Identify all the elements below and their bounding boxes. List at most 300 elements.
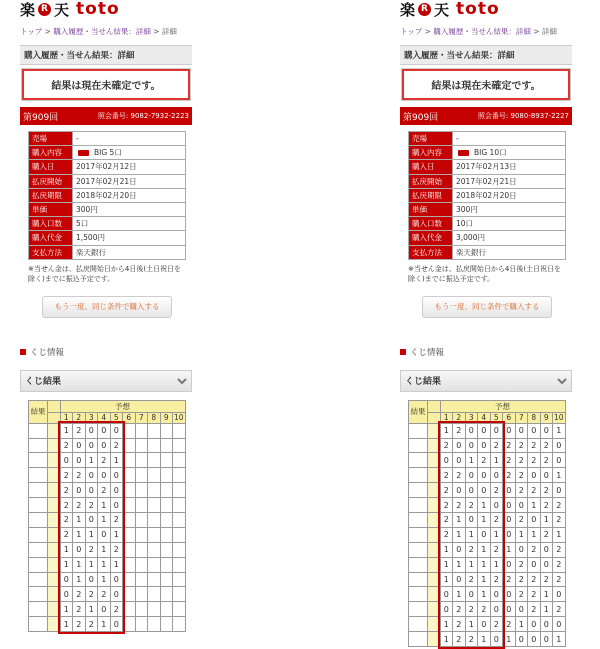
prediction-cell <box>173 572 186 587</box>
prediction-cell <box>123 453 136 468</box>
prediction-cell: 1 <box>515 527 528 542</box>
prediction-cell: 0 <box>478 468 491 483</box>
match-cell <box>428 498 441 513</box>
prediction-cell <box>148 498 161 513</box>
prediction-cell <box>160 453 173 468</box>
kuji-info-heading <box>400 346 572 358</box>
detail-row <box>29 174 186 188</box>
grid-row <box>409 513 566 528</box>
result-cell <box>29 468 48 483</box>
grid-row <box>409 438 566 453</box>
prediction-cell <box>160 483 173 498</box>
prediction-cell <box>148 468 161 483</box>
prediction-cell <box>123 423 136 438</box>
prediction-cell: 2 <box>540 498 553 513</box>
prediction-number-header: 4 <box>98 412 111 423</box>
prediction-cell: 2 <box>515 468 528 483</box>
result-cell <box>29 602 48 617</box>
label-date: 購入日 <box>29 160 73 174</box>
grid-row <box>409 617 566 632</box>
prediction-cell <box>148 587 161 602</box>
prediction-cell: 1 <box>110 453 123 468</box>
prediction-cell: 2 <box>110 438 123 453</box>
round-bar <box>20 107 192 125</box>
prediction-cell: 0 <box>478 423 491 438</box>
match-cell <box>428 557 441 572</box>
grid-row <box>29 468 186 483</box>
prediction-cell: 2 <box>465 632 478 647</box>
prediction-cell: 2 <box>503 468 516 483</box>
prediction-cell <box>148 438 161 453</box>
grid-row <box>409 453 566 468</box>
result-cell <box>29 513 48 528</box>
prediction-cell: 2 <box>515 513 528 528</box>
prediction-number-header: 2 <box>73 412 86 423</box>
prediction-cell: 0 <box>110 423 123 438</box>
kuji-result-accordion[interactable] <box>400 370 572 392</box>
match-cell <box>428 632 441 647</box>
reference-label: 照会番号: <box>477 112 509 120</box>
prediction-cell: 2 <box>85 542 98 557</box>
label-shop: 売場 <box>29 132 73 146</box>
prediction-cell: 2 <box>540 572 553 587</box>
prediction-cell: 2 <box>465 542 478 557</box>
prediction-cell: 1 <box>553 632 566 647</box>
logo-r-icon: R <box>418 3 431 16</box>
label-start: 払戻開始 <box>29 174 73 188</box>
prediction-cell: 1 <box>478 542 491 557</box>
match-cell <box>428 617 441 632</box>
grid-row <box>409 527 566 542</box>
label-content: 購入内容 <box>409 146 453 160</box>
prediction-cell: 2 <box>453 602 466 617</box>
prediction-cell: 1 <box>478 557 491 572</box>
prediction-cell: 0 <box>515 423 528 438</box>
prediction-cell: 2 <box>60 468 73 483</box>
prediction-cell: 2 <box>528 572 541 587</box>
prediction-cell: 0 <box>98 527 111 542</box>
prediction-cell: 2 <box>515 557 528 572</box>
result-column-header: 結果 <box>29 400 48 423</box>
prediction-cell: 1 <box>440 423 453 438</box>
rebuy-button[interactable]: もう一度、同じ条件で購入する <box>42 296 172 318</box>
prediction-cell: 2 <box>515 587 528 602</box>
prediction-cell: 1 <box>453 527 466 542</box>
result-cell <box>29 587 48 602</box>
prediction-cell: 0 <box>503 602 516 617</box>
detail-row <box>409 174 566 188</box>
prediction-cell <box>173 468 186 483</box>
prediction-cell: 2 <box>110 513 123 528</box>
prediction-cell: 0 <box>540 557 553 572</box>
prediction-cell: 1 <box>98 498 111 513</box>
prediction-cell: 0 <box>73 542 86 557</box>
grid-row <box>29 572 186 587</box>
match-cell <box>48 572 61 587</box>
value-content <box>73 146 186 160</box>
round-bar <box>400 107 572 125</box>
prediction-cell <box>123 513 136 528</box>
prediction-cell: 1 <box>440 557 453 572</box>
grid-row <box>409 602 566 617</box>
result-cell <box>409 438 428 453</box>
prediction-cell: 1 <box>98 557 111 572</box>
prediction-cell: 2 <box>553 572 566 587</box>
prediction-cell: 1 <box>490 557 503 572</box>
prediction-cell: 0 <box>110 587 123 602</box>
prediction-cell: 1 <box>440 572 453 587</box>
value-count: 10口 <box>453 217 566 231</box>
kuji-result-accordion[interactable] <box>20 370 192 392</box>
breadcrumb-top-link[interactable]: トップ <box>20 27 43 36</box>
kuji-result-label: くじ結果 <box>25 377 62 388</box>
prediction-cell: 1 <box>465 527 478 542</box>
result-pending-notice: 結果は現在未確定です。 <box>402 69 570 100</box>
grid-header-row <box>409 412 566 423</box>
detail-row <box>409 202 566 216</box>
prediction-cell: 0 <box>98 423 111 438</box>
prediction-cell <box>160 513 173 528</box>
grid-row <box>409 468 566 483</box>
result-cell <box>29 572 48 587</box>
result-cell <box>29 527 48 542</box>
prediction-cell: 0 <box>440 602 453 617</box>
prediction-cell <box>123 617 136 632</box>
result-cell <box>29 453 48 468</box>
grid-row <box>29 483 186 498</box>
prediction-cell: 0 <box>528 557 541 572</box>
breadcrumb-top-link[interactable]: トップ <box>400 27 423 36</box>
prediction-grid <box>408 400 566 647</box>
prediction-cell: 0 <box>528 423 541 438</box>
prediction-cell: 0 <box>503 483 516 498</box>
prediction-cell: 1 <box>85 527 98 542</box>
match-cell <box>48 527 61 542</box>
prediction-number-header: 8 <box>528 412 541 423</box>
breadcrumb-current: 詳細 <box>161 27 177 36</box>
prediction-cell: 1 <box>98 542 111 557</box>
prediction-cell: 2 <box>528 587 541 602</box>
prediction-cell: 1 <box>453 587 466 602</box>
prediction-cell: 2 <box>453 632 466 647</box>
match-cell <box>428 542 441 557</box>
grid-header-blank <box>428 412 441 423</box>
result-cell <box>29 423 48 438</box>
prediction-cell: 0 <box>85 438 98 453</box>
prediction-cell <box>135 438 148 453</box>
prediction-cell: 0 <box>440 587 453 602</box>
result-cell <box>409 602 428 617</box>
logo-r-icon: R <box>38 3 51 16</box>
prediction-cell: 1 <box>490 453 503 468</box>
match-cell <box>48 513 61 528</box>
match-cell <box>428 527 441 542</box>
result-pending-notice: 結果は現在未確定です。 <box>22 69 190 100</box>
payout-note: ※当せん金は、払戻開始日から4日後(土日祝日を除く)までに振込予定です。 <box>28 264 182 283</box>
match-cell <box>48 453 61 468</box>
prediction-cell: 2 <box>528 542 541 557</box>
prediction-cell: 2 <box>60 438 73 453</box>
detail-row <box>29 132 186 146</box>
prediction-cell: 2 <box>553 602 566 617</box>
label-method: 支払方法 <box>409 245 453 259</box>
match-cell <box>48 483 61 498</box>
prediction-cell <box>173 453 186 468</box>
prediction-cell <box>160 527 173 542</box>
prediction-cell: 0 <box>540 617 553 632</box>
prediction-cell <box>123 468 136 483</box>
label-unit: 単価 <box>409 202 453 216</box>
rakuten-toto-logo[interactable] <box>20 0 192 18</box>
result-cell <box>409 587 428 602</box>
rebuy-button[interactable]: もう一度、同じ条件で購入する <box>422 296 552 318</box>
prediction-cell: 0 <box>440 453 453 468</box>
match-cell <box>428 468 441 483</box>
label-unit: 単価 <box>29 202 73 216</box>
chevron-down-icon <box>557 376 567 386</box>
prediction-cell: 2 <box>515 483 528 498</box>
prediction-cell: 2 <box>528 602 541 617</box>
result-cell <box>29 557 48 572</box>
prediction-cell: 2 <box>503 572 516 587</box>
prediction-number-header: 7 <box>135 412 148 423</box>
prediction-cell: 2 <box>540 453 553 468</box>
prediction-cell: 0 <box>453 438 466 453</box>
prediction-cell: 0 <box>540 632 553 647</box>
prediction-cell: 2 <box>478 453 491 468</box>
prediction-cell: 0 <box>465 513 478 528</box>
grid-row <box>409 632 566 647</box>
detail-row <box>409 188 566 202</box>
prediction-cell: 0 <box>515 602 528 617</box>
prediction-cell: 0 <box>490 587 503 602</box>
prediction-cell <box>148 542 161 557</box>
detail-row <box>409 146 566 160</box>
prediction-cell: 0 <box>453 542 466 557</box>
prediction-cell <box>148 453 161 468</box>
prediction-cell <box>135 587 148 602</box>
detail-row <box>409 245 566 259</box>
prediction-cell <box>173 527 186 542</box>
detail-row <box>29 217 186 231</box>
logo-kanji-ten: 天 <box>54 0 70 19</box>
prediction-cell: 0 <box>98 468 111 483</box>
prediction-cell <box>135 572 148 587</box>
prediction-cell <box>160 468 173 483</box>
chevron-down-icon <box>177 376 187 386</box>
prediction-cell: 0 <box>85 468 98 483</box>
prediction-cell: 2 <box>85 617 98 632</box>
value-method: 楽天銀行 <box>453 245 566 259</box>
prediction-cell <box>135 453 148 468</box>
prediction-cell <box>148 527 161 542</box>
prediction-cell: 2 <box>60 513 73 528</box>
detail-row <box>29 160 186 174</box>
prediction-cell: 2 <box>515 438 528 453</box>
breadcrumb-sep: > <box>422 27 434 36</box>
prediction-cell <box>123 557 136 572</box>
prediction-cell <box>135 542 148 557</box>
prediction-cell: 0 <box>490 602 503 617</box>
prediction-cell: 1 <box>465 453 478 468</box>
prediction-cell: 1 <box>465 557 478 572</box>
prediction-grid-wrap <box>408 400 572 647</box>
prediction-number-header: 8 <box>148 412 161 423</box>
label-shop: 売場 <box>409 132 453 146</box>
prediction-cell: 1 <box>515 617 528 632</box>
prediction-cell: 2 <box>98 483 111 498</box>
prediction-cell <box>173 423 186 438</box>
prediction-cell: 1 <box>85 602 98 617</box>
prediction-cell <box>123 438 136 453</box>
prediction-cell <box>135 423 148 438</box>
result-cell <box>409 572 428 587</box>
prediction-cell <box>123 542 136 557</box>
prediction-cell: 0 <box>60 572 73 587</box>
result-cell <box>409 498 428 513</box>
prediction-cell: 1 <box>60 557 73 572</box>
prediction-cell: 0 <box>98 602 111 617</box>
prediction-cell: 2 <box>540 438 553 453</box>
prediction-cell: 2 <box>515 453 528 468</box>
prediction-cell <box>123 587 136 602</box>
prediction-cell <box>135 483 148 498</box>
breadcrumb <box>20 26 192 37</box>
prediction-cell <box>148 557 161 572</box>
prediction-cell: 1 <box>73 557 86 572</box>
grid-row <box>29 542 186 557</box>
label-content: 購入内容 <box>29 146 73 160</box>
detail-row <box>409 132 566 146</box>
prediction-cell: 1 <box>503 542 516 557</box>
prediction-number-header: 6 <box>123 412 136 423</box>
reference-label: 照会番号: <box>97 112 129 120</box>
prediction-cell: 2 <box>98 587 111 602</box>
prediction-cell: 0 <box>478 527 491 542</box>
value-start: 2017年02月21日 <box>453 174 566 188</box>
prediction-cell <box>160 498 173 513</box>
prediction-number-header: 1 <box>440 412 453 423</box>
detail-row <box>29 231 186 245</box>
result-cell <box>409 557 428 572</box>
detail-row <box>409 160 566 174</box>
prediction-cell <box>148 602 161 617</box>
prediction-cell: 0 <box>553 438 566 453</box>
label-method: 支払方法 <box>29 245 73 259</box>
prediction-cell: 2 <box>553 513 566 528</box>
result-cell <box>409 632 428 647</box>
value-method: 楽天銀行 <box>73 245 186 259</box>
breadcrumb-history-link[interactable]: 購入履歴・当せん結果：詳細 <box>53 27 151 36</box>
grid-header-blank <box>48 412 61 423</box>
breadcrumb-history-link[interactable]: 購入履歴・当せん結果：詳細 <box>433 27 531 36</box>
label-count: 購入口数 <box>409 217 453 231</box>
prediction-cell: 0 <box>515 632 528 647</box>
prediction-cell: 1 <box>73 572 86 587</box>
prediction-cell: 2 <box>73 423 86 438</box>
prediction-cell: 1 <box>478 513 491 528</box>
prediction-cell: 1 <box>110 527 123 542</box>
prediction-cell: 2 <box>73 498 86 513</box>
label-date: 購入日 <box>409 160 453 174</box>
value-end: 2018年02月20日 <box>453 188 566 202</box>
purchase-detail-table <box>28 131 186 260</box>
match-cell <box>48 438 61 453</box>
prediction-cell: 0 <box>98 438 111 453</box>
page-title: 購入履歴・当せん結果：詳細 <box>20 45 192 65</box>
prediction-cell <box>135 513 148 528</box>
prediction-cell: 1 <box>110 557 123 572</box>
grid-row <box>29 438 186 453</box>
prediction-cell: 0 <box>478 617 491 632</box>
prediction-cell <box>173 498 186 513</box>
value-date: 2017年02月12日 <box>73 160 186 174</box>
prediction-cell: 2 <box>60 498 73 513</box>
prediction-cell: 0 <box>478 483 491 498</box>
label-end: 払戻期限 <box>29 188 73 202</box>
prediction-cell: 0 <box>553 617 566 632</box>
result-cell <box>29 542 48 557</box>
result-cell <box>409 483 428 498</box>
value-date: 2017年02月13日 <box>453 160 566 174</box>
result-cell <box>409 513 428 528</box>
prediction-cell: 2 <box>540 483 553 498</box>
kuji-result-label: くじ結果 <box>405 377 442 388</box>
prediction-cell: 2 <box>440 438 453 453</box>
prediction-cell: 2 <box>73 602 86 617</box>
label-amount: 購入代金 <box>29 231 73 245</box>
detail-row <box>29 188 186 202</box>
prediction-cell: 2 <box>528 438 541 453</box>
match-cell <box>48 587 61 602</box>
prediction-cell <box>135 527 148 542</box>
prediction-cell: 1 <box>73 513 86 528</box>
prediction-cell <box>173 617 186 632</box>
grid-row <box>29 498 186 513</box>
prediction-cell <box>123 602 136 617</box>
reference-value: 9080-8937-2227 <box>510 112 569 120</box>
prediction-cell: 0 <box>110 468 123 483</box>
reference-number <box>478 111 569 121</box>
prediction-cell: 2 <box>110 542 123 557</box>
prediction-cell: 0 <box>528 513 541 528</box>
prediction-cell <box>135 617 148 632</box>
prediction-cell: 0 <box>465 483 478 498</box>
prediction-cell: 2 <box>440 468 453 483</box>
result-cell <box>29 483 48 498</box>
prediction-cell: 2 <box>503 617 516 632</box>
grid-header-blank <box>428 400 441 412</box>
prediction-cell: 0 <box>73 438 86 453</box>
prediction-cell: 1 <box>85 557 98 572</box>
match-cell <box>428 483 441 498</box>
prediction-cell <box>148 513 161 528</box>
result-cell <box>409 617 428 632</box>
prediction-cell: 2 <box>553 498 566 513</box>
detail-row <box>29 146 186 160</box>
prediction-cell: 2 <box>490 617 503 632</box>
match-cell <box>48 468 61 483</box>
grid-row <box>29 617 186 632</box>
prediction-cell: 1 <box>490 527 503 542</box>
prediction-cell: 1 <box>440 617 453 632</box>
prediction-cell: 0 <box>453 483 466 498</box>
prediction-cell: 0 <box>540 468 553 483</box>
rakuten-toto-logo[interactable] <box>400 0 572 18</box>
grid-row <box>409 498 566 513</box>
prediction-cell: 1 <box>465 617 478 632</box>
prediction-cell <box>148 572 161 587</box>
